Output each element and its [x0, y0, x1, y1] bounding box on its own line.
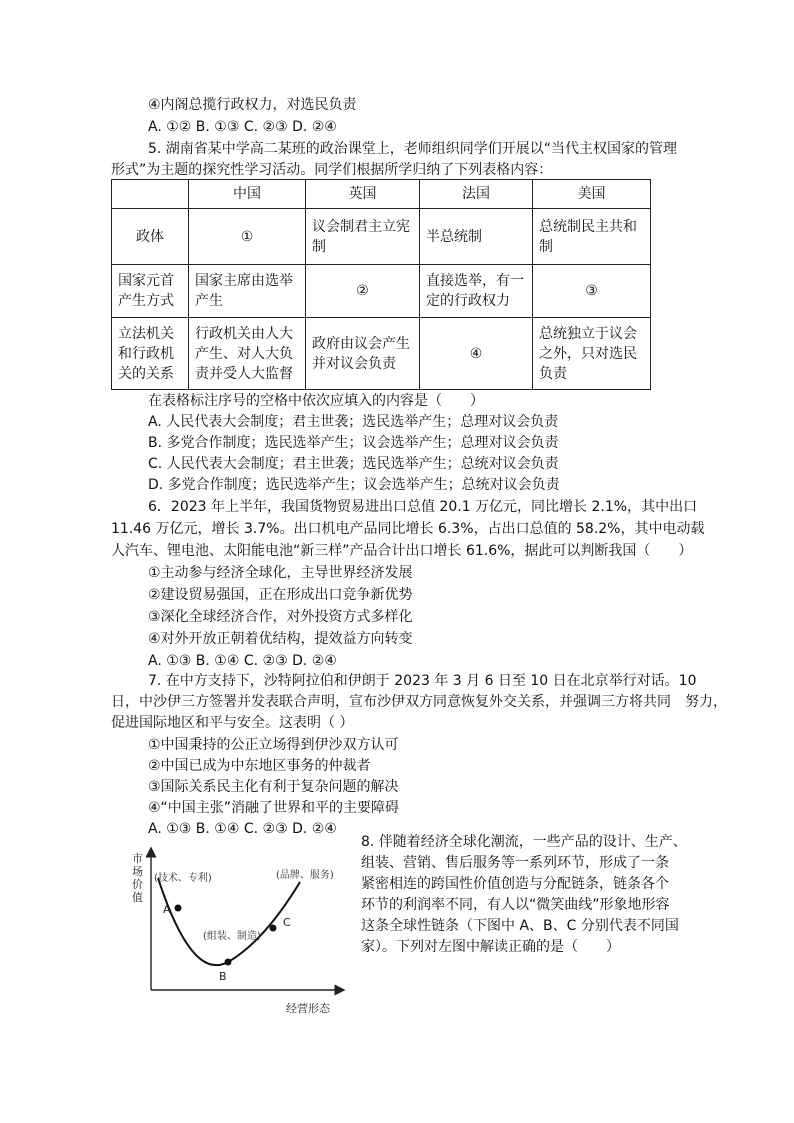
q7-line1: 7. 在中方支持下，沙特阿拉伯和伊朗于 2023 年 3 月 6 日至 10 日在北京举行对话。10 — [148, 673, 697, 689]
x-axis-label: 经营形态 — [286, 1002, 330, 1015]
q5-option-b: B. 多党合作制度；选民选举产生；议会选举产生；总理对议会负责 — [148, 435, 559, 451]
q6-line1: 6．2023 年上半年，我国货物贸易进出口总值 20.1 万亿元，同比增长 2.1%，其中出口 — [148, 499, 698, 515]
smile-curve — [158, 878, 300, 965]
table-header-cell — [112, 180, 189, 209]
q6-item-1: ①主动参与经济全球化，主导世界经济发展 — [148, 565, 413, 581]
table-cell: 总统制民主共和制 — [533, 209, 651, 265]
table-cell: ③ — [533, 265, 651, 318]
q6-line3: 人汽车、锂电池、太阳能电池“新三样”产品合计出口增长 61.6%，据此可以判断我国（ ） — [111, 543, 693, 559]
q5-stem-line1: 5. 湖南省某中学高二某班的政治课堂上，老师组织同学们开展以“当代主权国家的管理 — [148, 141, 678, 157]
q7-item-1: ①中国秉持的公正立场得到伊沙双方认可 — [148, 737, 399, 753]
point-c-marker — [270, 925, 277, 932]
table-header-cell: 美国 — [533, 180, 651, 209]
q8-line-2: 组装、营销、售后服务等一系列环节，形成了一条 — [361, 855, 669, 871]
table-cell: 行政机关由人大产生、对人大负责并受人大监督 — [189, 318, 306, 390]
q7-answers: A. ①③ B. ①④ C. ②③ D. ②④ — [148, 821, 337, 837]
q8-line-5: 这条全球性链条（下图中 A、B、C 分别代表不同国 — [361, 918, 679, 934]
annotation-technology: (技术、专利) — [154, 873, 212, 884]
q5-option-c: C. 人民代表大会制度；君主世袭；选民选举产生；总统对议会负责 — [148, 456, 559, 472]
q5-question: 在表格标注序号的空格中依次应填入的内容是（ ） — [148, 393, 484, 409]
point-a-marker — [175, 905, 182, 912]
q5-stem-line2: 形式”为主题的探究性学习活动。同学们根据所学归纳了下列表格内容： — [111, 162, 553, 178]
table-header-cell: 法国 — [420, 180, 533, 209]
point-c-label: C — [283, 916, 291, 929]
table-cell: 半总统制 — [420, 209, 533, 265]
q7-line2: 日，中沙伊三方签署并发表联合声明，宣布沙伊双方同意恢复外交关系，并强调三方将共同 努力， — [111, 694, 727, 710]
y-axis-label-char: 市 — [132, 852, 143, 865]
q4-option-4: ④内阁总揽行政权力，对选民负责 — [148, 97, 357, 113]
table-cell: 议会制君主立宪制 — [306, 209, 420, 265]
point-b-label: B — [219, 970, 227, 983]
table-cell: 立法机关和行政机关的关系 — [112, 318, 189, 390]
q6-item-4: ④对外开放正朝着优结构，提效益方向转变 — [148, 631, 413, 647]
table-row — [112, 265, 651, 318]
table-cell: 国家主席由选举产生 — [189, 265, 306, 318]
table-cell: ④ — [420, 318, 533, 390]
table-cell: ① — [189, 209, 306, 265]
q7-item-2: ②中国已成为中东地区事务的仲裁者 — [148, 758, 371, 774]
table-cell: 政体 — [112, 209, 189, 265]
annotation-brand: (品牌、服务) — [276, 870, 334, 881]
comparison-table — [111, 179, 651, 390]
q8-line-6: 家）。下列对左图中解读正确的是（ ） — [361, 939, 620, 955]
q8-line-4: 环节的利润率不同，有人以“微笑曲线”形象地形容 — [361, 897, 670, 913]
table-cell: 国家元首产生方式 — [112, 265, 189, 318]
q7-item-4: ④“中国主张”消融了世界和平的主要障碍 — [148, 800, 400, 816]
q4-answers: A. ①② B. ①③ C. ②③ D. ②④ — [148, 119, 337, 135]
annotation-assembly: (组装、制造) — [203, 931, 261, 942]
point-a-label: A — [163, 903, 171, 916]
table-cell: 总统独立于议会之外，只对选民负责 — [533, 318, 651, 390]
q6-answers: A. ①③ B. ①④ C. ②③ D. ②④ — [148, 653, 337, 669]
table-row — [112, 209, 651, 265]
smile-curve-chart — [118, 840, 348, 1020]
table-header-cell: 英国 — [306, 180, 420, 209]
q7-line3: 促进国际地区和平与安全。这表明（ ） — [111, 715, 354, 731]
q6-item-2: ②建设贸易强国，正在形成出口竞争新优势 — [148, 587, 413, 603]
table-row — [112, 318, 651, 390]
q8-line-1: 8. 伴随着经济全球化潮流，一些产品的设计、生产、 — [361, 834, 687, 850]
y-axis-label-char: 价 — [132, 878, 143, 891]
table-header-row — [112, 180, 651, 209]
q8-line-3: 紧密相连的跨国性价值创造与分配链条，链条各个 — [361, 876, 669, 892]
table-cell: ② — [306, 265, 420, 318]
q6-line2: 11.46 万亿元，增长 3.7%。出口机电产品同比增长 6.3%，占出口总值的 58.2%，其中电动载 — [111, 521, 705, 537]
point-b-marker — [225, 959, 232, 966]
y-axis-label-char: 场 — [132, 865, 143, 878]
q5-option-d: D. 多党合作制度；选民选举产生；议会选举产生；总统对议会负责 — [148, 477, 560, 493]
q6-item-3: ③深化全球经济合作，对外投资方式多样化 — [148, 609, 413, 625]
q7-item-3: ③国际关系民主化有利于复杂问题的解决 — [148, 779, 399, 795]
y-axis-label-char: 值 — [132, 891, 143, 904]
q5-option-a: A. 人民代表大会制度；君主世袭；选民选举产生；总理对议会负责 — [148, 414, 559, 430]
table-cell: 直接选举，有一定的行政权力 — [420, 265, 533, 318]
table-cell: 政府由议会产生并对议会负责 — [306, 318, 420, 390]
table-header-cell: 中国 — [189, 180, 306, 209]
